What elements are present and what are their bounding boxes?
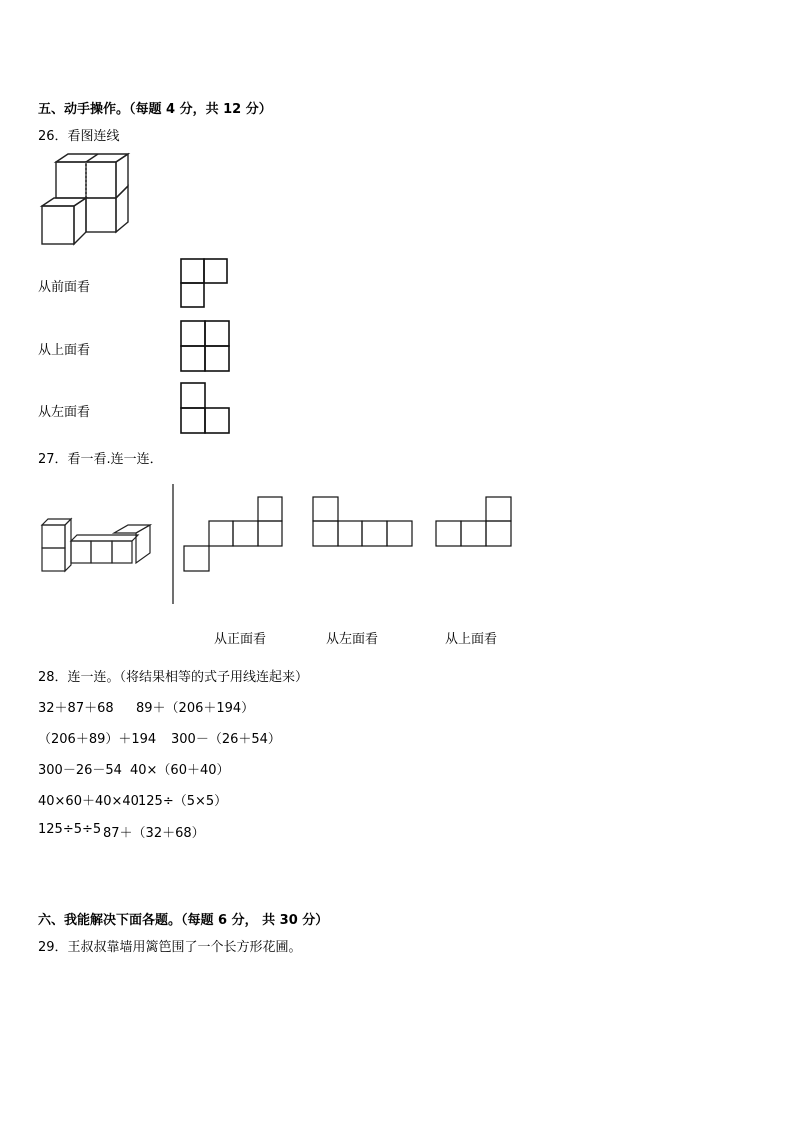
q26-view-label-front: 从前面看: [38, 280, 91, 295]
q27-title: 27．看一看.连一连．: [38, 452, 163, 467]
q27-divider: [172, 484, 176, 606]
q27-label-left: 从左面看: [326, 632, 379, 647]
q28-row-3-right: 40×（60＋40）: [130, 763, 230, 778]
q28-row-4-left: 40×60＋40×40: [38, 794, 139, 809]
cube-stack-3d-illustration: [38, 150, 133, 250]
q28-row-4-right: 125÷（5×5）: [138, 794, 228, 809]
q28-row-5-left: 125÷5÷5: [38, 822, 102, 837]
q28-row-2-left: （206＋89）＋194: [38, 732, 157, 747]
section-5-heading: 五、动手操作。（每题 4 分，共 12 分）: [38, 102, 272, 117]
q28-row-3-left: 300－26－54: [38, 763, 122, 778]
q27-label-front: 从正面看: [214, 632, 267, 647]
q26-view-label-left: 从左面看: [38, 405, 91, 420]
q26-view-shape-2: [180, 320, 232, 374]
q26-view-label-top: 从上面看: [38, 343, 91, 358]
q26-title: 26．看图连线: [38, 129, 120, 144]
q28-row-2-right: 300－（26＋54）: [171, 732, 281, 747]
q27-view-shape-1: [182, 496, 286, 574]
q28-row-1-left: 32＋87＋68: [38, 701, 114, 716]
q27-view-shape-3: [435, 496, 515, 550]
q26-view-shape-3: [180, 382, 232, 436]
q27-view-shape-2: [312, 496, 416, 550]
cube-row-3d-illustration: [38, 515, 158, 575]
q29-text: 29．王叔叔靠墙用篱笆围了一个长方形花圃。: [38, 940, 302, 955]
q28-row-1-right: 89＋（206＋194）: [136, 701, 255, 716]
q28-row-5-right: 87＋（32＋68）: [103, 826, 205, 841]
q26-view-shape-1: [180, 258, 230, 310]
q28-title: 28．连一连。（将结果相等的式子用线连起来）: [38, 670, 309, 685]
q27-label-top: 从上面看: [445, 632, 498, 647]
section-6-heading: 六、我能解决下面各题。（每题 6 分， 共 30 分）: [38, 913, 329, 928]
